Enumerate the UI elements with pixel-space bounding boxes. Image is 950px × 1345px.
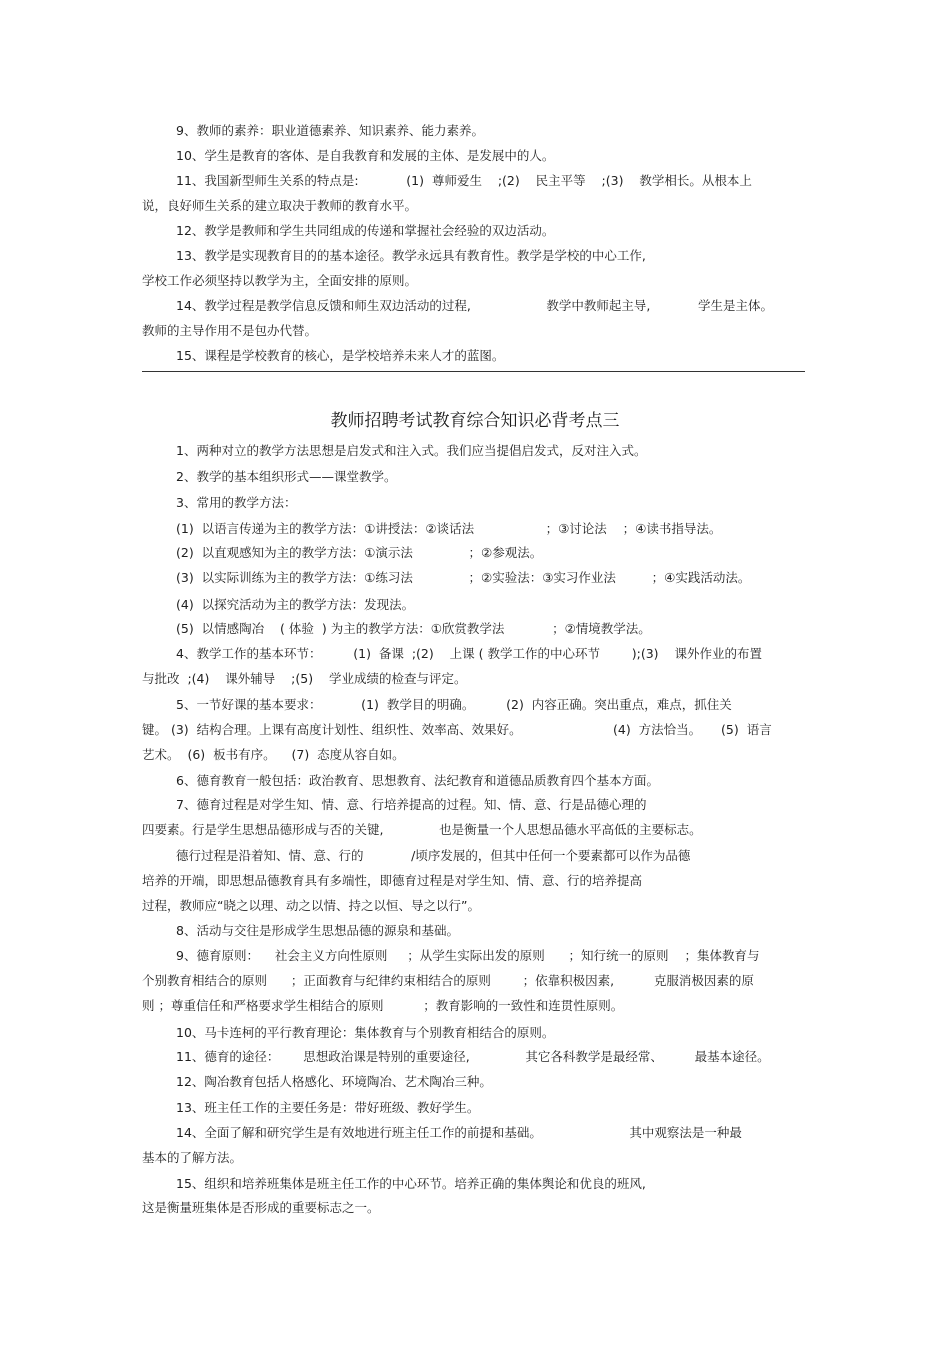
paragraph-line: 过程，教师应“晓之以理、动之以情、持之以恒、导之以行”。 <box>142 898 480 913</box>
paragraph-line: 则 ；尊重信任和严格要求学生相结合的原则 ；教育影响的一致性和连贯性原则。 <box>142 998 624 1013</box>
list-item: (1) 以语言传递为主的教学方法：①讲授法：②谈话法 ；③讨论法 ；④读书指导法。 <box>176 521 722 536</box>
paragraph-line: 说，良好师生关系的建立取决于教师的教育水平。 <box>142 198 418 213</box>
paragraph-line: 10、马卡连柯的平行教育理论：集体教育与个别教育相结合的原则。 <box>176 1025 555 1040</box>
list-item: (4) 以探究活动为主的教学方法：发现法。 <box>176 597 415 612</box>
paragraph-line: 这是衡量班集体是否形成的重要标志之一。 <box>142 1200 380 1215</box>
paragraph-line: 3、常用的教学方法： <box>176 495 297 510</box>
list-item: (2) 以直观感知为主的教学方法：①演示法 ；②参观法。 <box>176 545 543 560</box>
paragraph-line: 15、课程是学校教育的核心，是学校培养未来人才的蓝图。 <box>176 348 505 363</box>
section-divider <box>142 371 805 372</box>
paragraph-line: 15、组织和培养班集体是班主任工作的中心环节。培养正确的集体舆论和优良的班风, <box>176 1176 646 1191</box>
paragraph-line: 6、德育教育一般包括：政治教育、思想教育、法纪教育和道德品质教育四个基本方面。 <box>176 773 659 788</box>
paragraph-line: 13、班主任工作的主要任务是：带好班级、教好学生。 <box>176 1100 480 1115</box>
paragraph-line: 基本的了解方法。 <box>142 1150 243 1165</box>
paragraph-line: 11、德育的途径： 思想政治课是特别的重要途径, 其它各科教学是最经常、 最基本途径。 <box>176 1049 770 1064</box>
paragraph-line: 12、陶冶教育包括人格感化、环境陶冶、艺术陶冶三种。 <box>176 1074 492 1089</box>
paragraph-line: 7、德育过程是对学生知、情、意、行培养提高的过程。知、情、意、行是品德心理的 <box>176 797 647 812</box>
paragraph-line: 键。 (3) 结构合理。上课有高度计划性、组织性、效率高、效果好。 (4) 方法恰当。 (5) 语言 <box>142 722 772 737</box>
paragraph-line: 2、教学的基本组织形式——课堂教学。 <box>176 469 397 484</box>
paragraph-line: 德行过程是沿着知、情、意、行的 /顷序发展的，但其中任何一个要素都可以作为品德 <box>176 848 691 863</box>
paragraph-line: 培养的开端，即思想品德教育具有多端性，即德育过程是对学生知、情、意、行的培养提高 <box>142 873 643 888</box>
paragraph-line: 12、教学是教师和学生共同组成的传递和掌握社会经验的双边活动。 <box>176 223 555 238</box>
paragraph-line: 5、一节好课的基本要求： (1) 教学目的明确。 (2) 内容正确。突出重点，难点，抓住关 <box>176 697 732 712</box>
paragraph-line: 4、教学工作的基本环节： (1) 备课 ;(2) 上课 ( 教学工作的中心环节 );(3) 课外作业的布置 <box>176 646 762 661</box>
paragraph-line: 14、全面了解和研究学生是有效地进行班主任工作的前提和基础。 其中观察法是一种最 <box>176 1125 742 1140</box>
paragraph-line: 9、教师的素养：职业道德素养、知识素养、能力素养。 <box>176 123 484 138</box>
paragraph-line: 四要素。行是学生思想品德形成与否的关键, 也是衡量一个人思想品德水平高低的主要标志。 <box>142 822 702 837</box>
paragraph-line: 与批改 ;(4) 课外辅导 ;(5) 学业成绩的检查与评定。 <box>142 671 467 686</box>
paragraph-line: 个别教育相结合的原则 ；正面教育与纪律约束相结合的原则 ；依靠积极因素, 克服消极因素的原 <box>142 973 754 988</box>
paragraph-line: 10、学生是教育的客体、是自我教育和发展的主体、是发展中的人。 <box>176 148 555 163</box>
paragraph-line: 13、教学是实现教育目的的基本途径。教学永远具有教育性。教学是学校的中心工作, <box>176 248 646 263</box>
paragraph-line: 1、两种对立的教学方法思想是启发式和注入式。我们应当提倡启发式，反对注入式。 <box>176 443 647 458</box>
paragraph-line: 8、活动与交往是形成学生思想品德的源泉和基础。 <box>176 923 459 938</box>
list-item: (5) 以情感陶冶 ( 体验 ) 为主的教学方法：①欣赏教学法 ；②情境教学法。 <box>176 621 651 636</box>
list-item: (3) 以实际训练为主的教学方法：①练习法 ；②实验法：③实习作业法 ；④实践活动法。 <box>176 570 751 585</box>
paragraph-line: 9、德育原则： 社会主义方向性原则 ；从学生实际出发的原则 ；知行统一的原则 ；集体教育与 <box>176 948 760 963</box>
paragraph-line: 艺术。 (6) 板书有序。 (7) 态度从容自如。 <box>142 747 405 762</box>
section-title: 教师招聘考试教育综合知识必背考点三 <box>330 411 620 431</box>
paragraph-line: 11、我国新型师生关系的特点是: (1) 尊师爱生 ;(2) 民主平等 ;(3) 教学相长。从根本上 <box>176 173 752 188</box>
paragraph-line: 14、教学过程是教学信息反馈和师生双边活动的过程, 教学中教师起主导, 学生是主体。 <box>176 298 774 313</box>
paragraph-line: 学校工作必须坚持以教学为主，全面安排的原则。 <box>142 273 418 288</box>
paragraph-line: 教师的主导作用不是包办代替。 <box>142 323 318 338</box>
